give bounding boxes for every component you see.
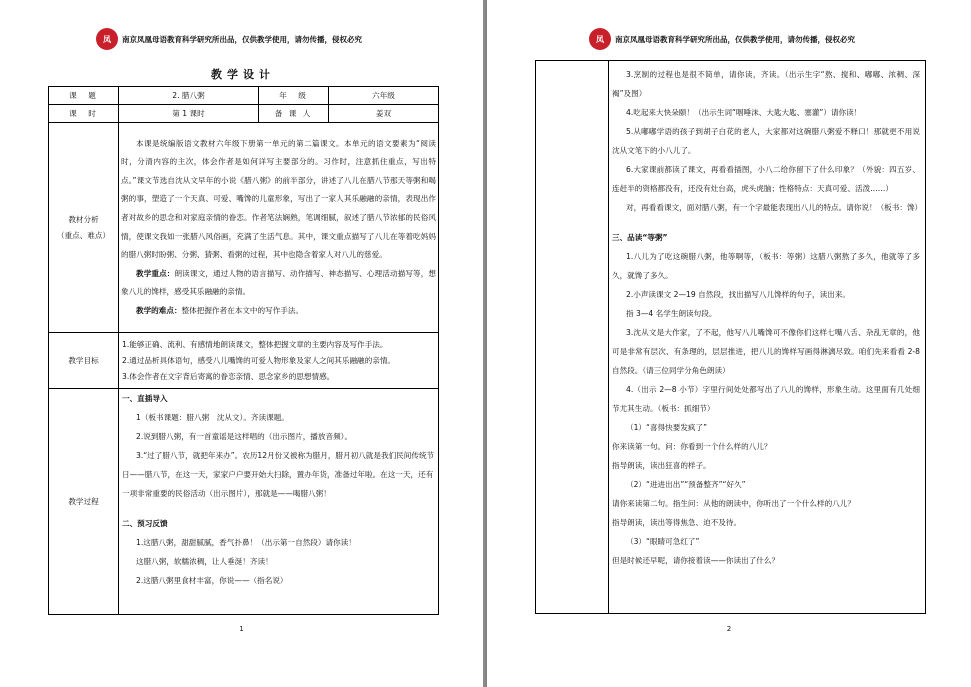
process-paragraph: 对，再看看课文，面对腊八粥，有一个字最能表现出八儿的特点。请你说！（板书：馋） (626, 203, 923, 212)
goals-content (119, 333, 439, 389)
period-label: 课 时 (49, 105, 119, 123)
process-paragraph: 请你来读第二句。指生问：从他的朗读中，你听出了一个什么样的八儿？ (612, 499, 855, 508)
column-divider (608, 61, 609, 613)
key-points (121, 265, 436, 302)
page-header (96, 26, 362, 52)
course-label: 课 题 (49, 87, 119, 105)
process-content-continued (612, 65, 923, 570)
goal-item: 1.能够正确、流利、有感情地朗读课文，整体把握文章的主要内容及写作手法。 (122, 339, 388, 349)
key-points-text: 朗读课文，通过人物的语言描写、动作描写、神态描写、心理活动描写等，想象八儿的馋样，感受其乐融融的亲情。 (121, 268, 437, 297)
process-paragraph: 1.这腊八粥，甜甜腻腻，香气扑鼻！（出示第一自然段）请你读！ (136, 538, 356, 547)
process-label: 教学过程 (49, 389, 119, 615)
page-number: 1 (239, 625, 244, 633)
goal-item: 3.体会作者在文字背后寄寓的眷恋亲情、思念家乡的思想情感。 (122, 371, 335, 381)
process-paragraph: 1（板书课题：腊八粥 沈从文）。齐读课题。 (136, 413, 289, 422)
process-paragraph: （1）“喜得快要发疯了” (626, 423, 708, 432)
header-text: 南京凤凰母语教育科学研究所出品，仅供教学使用，请勿传播，侵权必究 (615, 34, 855, 44)
goals-label: 教学目标 (49, 333, 119, 389)
process-paragraph: 指 3—4 名学生朗读句段。 (626, 309, 717, 318)
process-paragraph: 1.八儿为了吃这碗腊八粥，他等啊等，（板书：等粥）这腊八粥熬了多久，他就等了多久，就馋了多久。 (612, 252, 920, 280)
key-points-label: 教学重点： (136, 268, 175, 278)
document-page-1 (0, 0, 483, 687)
analysis-content (119, 123, 439, 333)
phoenix-logo-icon: 凤 (96, 28, 118, 50)
analysis-label: 教材分析 (68, 214, 99, 224)
lesson-plan-table (48, 86, 439, 615)
process-paragraph: 2.说到腊八粥，有一首童谣是这样唱的（出示图片，播放音频）。 (136, 432, 353, 441)
table-row (49, 105, 439, 123)
process-paragraph: 2.小声读课文 2—19 自然段，找出描写八儿馋样的句子，读出来。 (626, 290, 851, 299)
section-heading: 三、品读“等粥” (612, 233, 668, 242)
analysis-label-cell (49, 123, 119, 333)
process-paragraph: 这腊八粥，软糯浓稠，让人垂涎！齐读！ (136, 557, 273, 566)
process-paragraph: （3）“眼睛可急红了” (626, 537, 700, 546)
difficult-points (121, 302, 436, 321)
process-paragraph: 6.大家课前都读了课文，再看看插图，小八二给你留下了什么印象？（外貌：四五岁、连赶半的资格都没有，还没有灶台高，虎头虎脑；性格特点：天真可爱、活泼……） (612, 165, 920, 193)
difficult-points-text: 整体把握作者在本文中的写作手法。 (181, 305, 304, 315)
phoenix-logo-icon: 凤 (589, 28, 611, 50)
process-paragraph: 你来读第一句。问：你看到一个什么样的八儿？ (612, 442, 772, 451)
process-paragraph: 2.这腊八粥里食材丰富，你说——（指名说） (136, 576, 288, 585)
process-paragraph: 3.烹制的过程也是很不简单，请你读，齐读。（出示生字“熬、搅和、嘟嘟、浓稠、深褐”及图） (612, 70, 920, 98)
teacher-label: 备 课 人 (259, 105, 329, 123)
process-content (119, 389, 439, 615)
section-heading: 一、直插导入 (122, 394, 168, 403)
period-value: 第 1 课时 (119, 105, 259, 123)
course-value: 2. 腊八粥 (119, 87, 259, 105)
process-continuation-table (535, 60, 926, 614)
table-row (49, 389, 439, 615)
process-paragraph: 但是时候还早呢，请你接着读——你读出了什么？ (612, 556, 780, 565)
teacher-value: 姜双 (329, 105, 439, 123)
grade-label: 年 级 (259, 87, 329, 105)
table-row (49, 123, 439, 333)
table-row (49, 333, 439, 389)
process-paragraph: 指导朗读，读出等得焦急、迫不及待。 (612, 518, 742, 527)
process-paragraph: （2）“进进出出”“预备整齐”“好久” (626, 480, 746, 489)
analysis-paragraph: 本课是统编版语文教材六年级下册第一单元的第二篇课文。本单元的语文要素为“阅读时，分清内容的主次，体会作者是如何详写主要部分的。习作时，注意抓住重点，写出特点。”课文节选自沈从文早年的小说《腊八粥》的前半部分，讲述了八儿在腊八节那天等粥和喝粥的事，塑造了一个天真、可爱、嘴馋的儿童形象，写出了一家人其乐融融的亲情，表现出作者对故乡的思念和对家庭亲情的眷恋。作者笔法娴熟，笔调细腻，叙述了腊八节浓郁的民俗风情，使课文我如一张腊八风俗画，充满了生活气息。其中，课文重点描写了八儿在等着吃妈妈的腊八粥时盼粥、分粥、猜粥、看粥的过程，其中也隐含着家人对八儿的慈爱。 (121, 138, 436, 260)
process-paragraph: 5.从嘟嘟学语的孩子到胡子白花的老人，大家都对这碗腊八粥爱不释口！那就更不用说沈从文笔下的小八儿了。 (612, 127, 920, 155)
section-heading: 二、预习反馈 (122, 519, 168, 528)
grade-value: 六年级 (329, 87, 439, 105)
analysis-sublabel: （重点、难点） (56, 230, 111, 240)
difficult-points-label: 教学的难点： (136, 305, 182, 315)
process-paragraph: 4.（出示 2—8 小节）字里行间处处都写出了八儿的馋样，形象生动。这里面有几处细节尤其生动。（板书：抓细节） (612, 385, 920, 413)
process-paragraph: 指导朗读，读出狂喜的样子。 (612, 461, 711, 470)
process-paragraph: 4.吃起来大快朵颐！（出示生词“咽唾沫、大匙大匙、塞灌”）请你读！ (626, 108, 862, 117)
table-row (49, 87, 439, 105)
page-number: 2 (726, 625, 732, 633)
header-text: 南京凤凰母语教育科学研究所出品，仅供教学使用，请勿传播，侵权必究 (122, 34, 362, 44)
goal-item: 2.通过品析具体语句，感受八儿嘴馋的可爱人物形象及家人之间其乐融融的亲情。 (122, 355, 396, 365)
process-paragraph: 3.沈从文是大作家，了不起，他写八儿嘴馋可不像你们这样七嘴八舌、杂乱无章的，他可是非常有层次、有条理的，层层推进，把八儿的馋样写画得淋漓尽致。咱们先来看看 2-8 自然段。（请三位同学分角色朗读） (612, 328, 920, 375)
document-page-2 (487, 0, 971, 687)
page-title: 教学设计 (211, 68, 275, 81)
process-paragraph: 3.“过了腊八节，就把年来办”。农历12月份又被称为腊月，腊月初八就是我们民间传统节日——腊八节，在这一天，家家户户要开始大扫除，置办年货，准备过年啦。在这一天，还有一项非常重要的民俗活动（出示图片），那就是——喝腊八粥！ (122, 451, 435, 498)
page-header (589, 26, 855, 52)
